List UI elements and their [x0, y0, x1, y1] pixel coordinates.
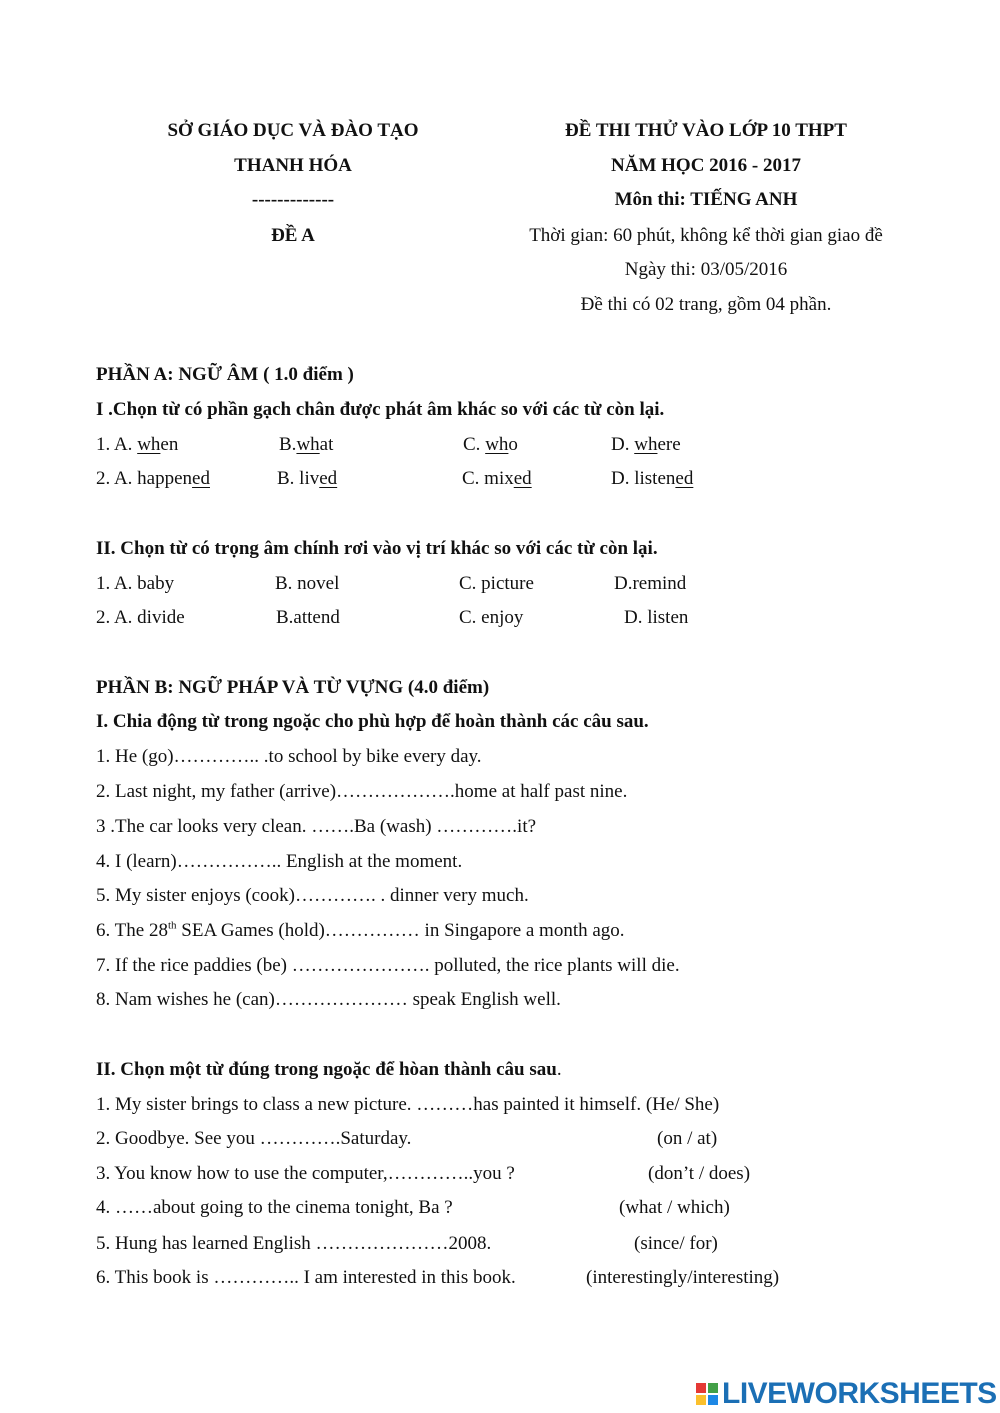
pron-q2-option-b: B. lived — [277, 468, 338, 489]
part-b-section-1-title: I. Chia động từ trong ngoặc cho phù hợp để hoàn thành các câu sau. — [96, 711, 649, 732]
school-year: NĂM HỌC 2016 - 2017 — [611, 155, 801, 176]
verb-sentence-4: 4. I (learn)…………….. English at the moment. — [96, 851, 463, 872]
exam-duration: Thời gian: 60 phút, không kể thời gian giao đề — [529, 225, 883, 246]
choice-sentence-5: 5. Hung has learned English …………………2008. — [96, 1233, 492, 1254]
part-a-section-1-title: I .Chọn từ có phần gạch chân được phát âm khác so với các từ còn lại. — [96, 399, 665, 420]
province-name: THANH HÓA — [234, 155, 352, 176]
pron-q1-option-d: D. where — [611, 434, 681, 455]
choice-options-6: (interestingly/interesting) — [586, 1267, 780, 1288]
verb-sentence-8: 8. Nam wishes he (can)………………… speak English well. — [96, 989, 561, 1010]
part-b-title: PHẦN B: NGỮ PHÁP VÀ TỪ VỰNG (4.0 điểm) — [96, 677, 490, 698]
liveworksheets-logo — [696, 1378, 997, 1410]
choice-sentence-1: 1. My sister brings to class a new picture. ………has painted it himself. (He/ She) — [96, 1094, 720, 1115]
choice-sentence-3: 3. You know how to use the computer,…………..you ? — [96, 1163, 515, 1184]
verb-sentence-7: 7. If the rice paddies (be) …………………. polluted, the rice plants will die. — [96, 955, 680, 976]
stress-q1-option-c: C. picture — [459, 573, 534, 594]
exam-title: ĐỀ THI THỬ VÀO LỚP 10 THPT — [565, 120, 847, 141]
part-b-section-2-title: II. Chọn một từ đúng trong ngoặc để hòan thành câu sau. — [96, 1059, 562, 1080]
exam-subject: Môn thi: TIẾNG ANH — [614, 189, 798, 210]
stress-q2-option-b: B.attend — [276, 607, 340, 628]
pron-q1-option-a: 1. A. when — [96, 434, 179, 455]
choice-sentence-6: 6. This book is ………….. I am interested in this book. — [96, 1267, 516, 1288]
choice-options-3: (don’t / does) — [648, 1163, 751, 1184]
department-name: SỞ GIÁO DỤC VÀ ĐÀO TẠO — [167, 120, 419, 141]
liveworksheets-logo-icon — [696, 1383, 718, 1405]
verb-sentence-5: 5. My sister enjoys (cook)…………. . dinner very much. — [96, 885, 529, 906]
liveworksheets-logo-text: LIVEWORKSHEETS — [722, 1377, 997, 1410]
header-dashes: ------------- — [251, 189, 335, 210]
choice-sentence-2: 2. Goodbye. See you ………….Saturday. — [96, 1128, 412, 1149]
stress-q1-option-d: D.remind — [614, 573, 687, 594]
stress-q2-option-a: 2. A. divide — [96, 607, 185, 628]
pron-q2-option-c: C. mixed — [462, 468, 532, 489]
pron-q2-option-d: D. listened — [611, 468, 694, 489]
choice-options-2: (on / at) — [657, 1128, 718, 1149]
exam-code: ĐỀ A — [271, 225, 315, 246]
pron-q1-option-b: B.what — [279, 434, 334, 455]
stress-q2-option-d: D. listen — [624, 607, 689, 628]
verb-sentence-1: 1. He (go)………….. .to school by bike every day. — [96, 746, 482, 767]
part-a-title: PHẦN A: NGỮ ÂM ( 1.0 điểm ) — [96, 364, 354, 385]
choice-sentence-4: 4. ……about going to the cinema tonight, Ba ? — [96, 1197, 453, 1218]
exam-pages-note: Đề thi có 02 trang, gồm 04 phần. — [580, 294, 832, 315]
choice-options-4: (what / which) — [619, 1197, 730, 1218]
verb-sentence-6: 6. The 28th SEA Games (hold)…………… in Singapore a month ago. — [96, 919, 625, 941]
pron-q1-option-c: C. who — [463, 434, 518, 455]
verb-sentence-3: 3 .The car looks very clean. …….Ba (wash) ………….it? — [96, 816, 537, 837]
verb-sentence-2: 2. Last night, my father (arrive)……………….home at half past nine. — [96, 781, 628, 802]
part-a-section-2-title: II. Chọn từ có trọng âm chính rơi vào vị trí khác so với các từ còn lại. — [96, 538, 658, 559]
stress-q1-option-b: B. novel — [275, 573, 340, 594]
choice-options-5: (since/ for) — [634, 1233, 718, 1254]
pron-q2-option-a: 2. A. happened — [96, 468, 210, 489]
stress-q2-option-c: C. enjoy — [459, 607, 524, 628]
stress-q1-option-a: 1. A. baby — [96, 573, 175, 594]
exam-date: Ngày thi: 03/05/2016 — [624, 259, 788, 280]
